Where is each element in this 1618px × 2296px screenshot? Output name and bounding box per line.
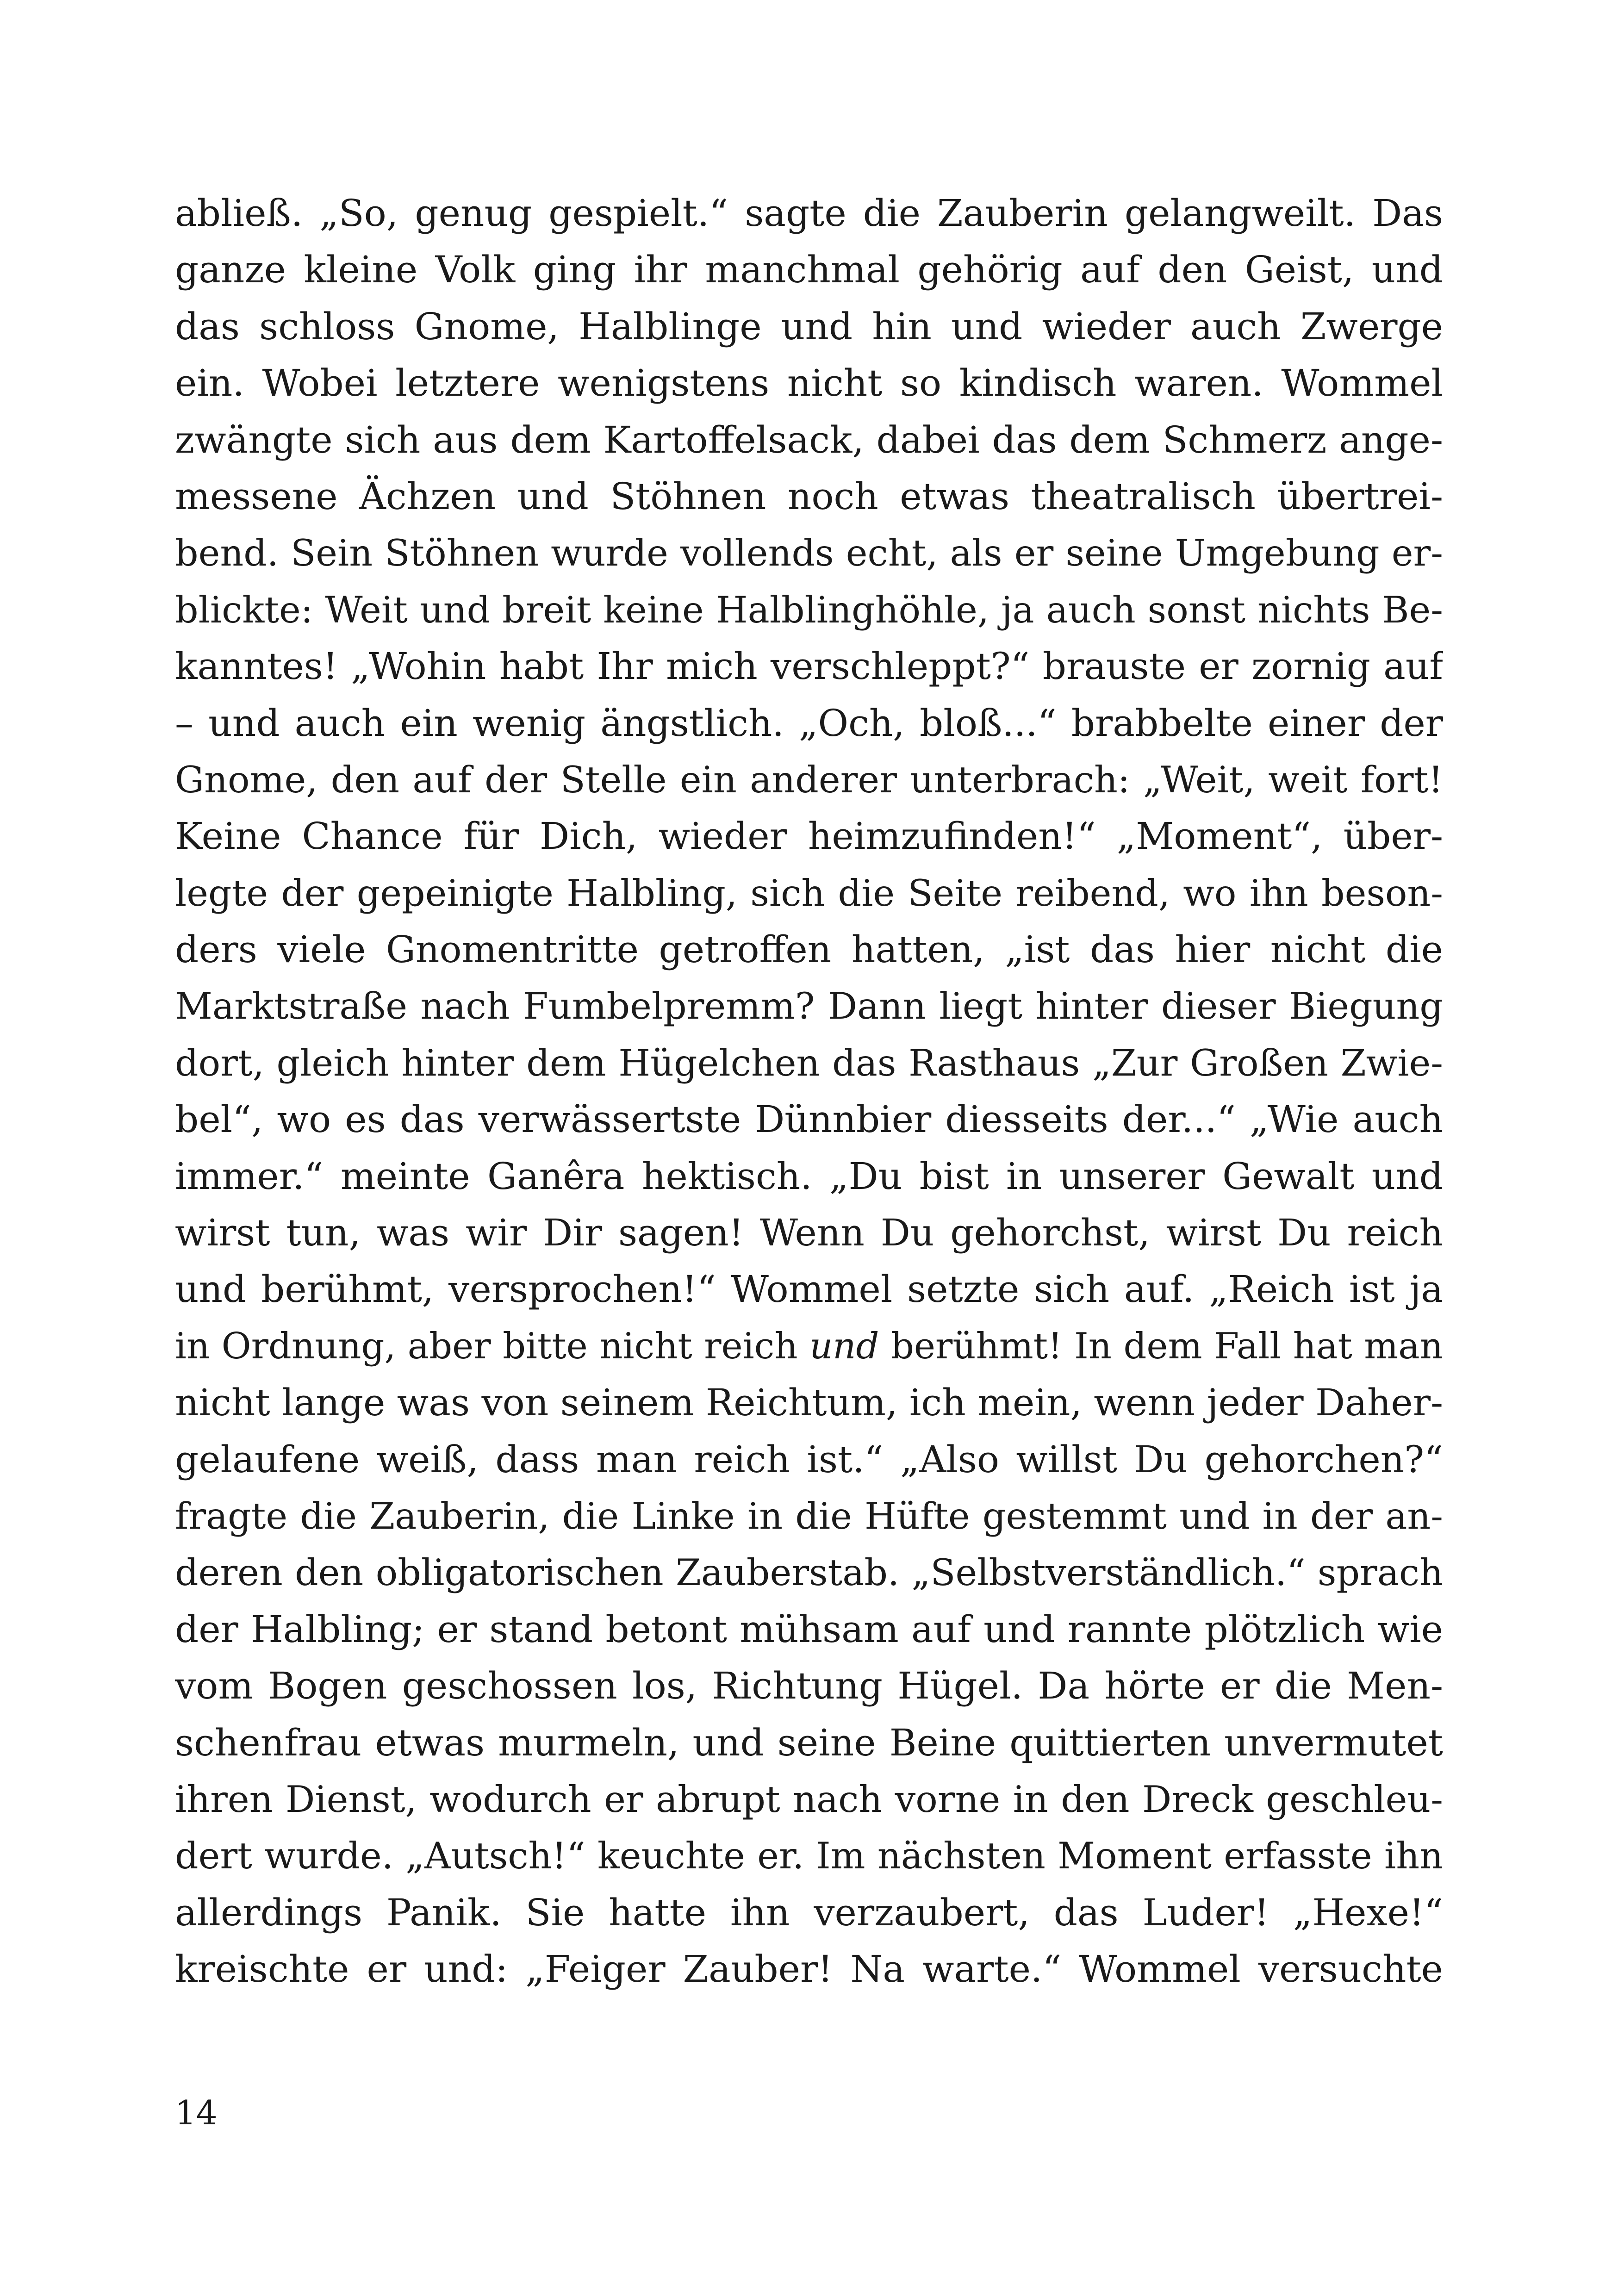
- text-line: allerdings Panik. Sie hatte ihn verzaubert, das Luder! „Hexe!“: [175, 1891, 1443, 1934]
- text-line: Gnome, den auf der Stelle ein anderer unterbrach: „Weit, weit fort!: [175, 758, 1443, 801]
- text-line: schenfrau etwas murmeln, und seine Beine quittierten unvermutet: [175, 1721, 1443, 1764]
- text-line: ein. Wobei letztere wenigstens nicht so kindisch waren. Wommel: [175, 361, 1443, 405]
- text-line: vom Bogen geschossen los, Richtung Hügel. Da hörte er die Men-: [175, 1664, 1443, 1708]
- text-line: und berühmt, versprochen!“ Wommel setzte sich auf. „Reich ist ja: [175, 1268, 1443, 1311]
- page-number: 14: [175, 2093, 218, 2132]
- text-line: kreischte er und: „Feiger Zauber! Na warte.“ Wommel versuchte: [175, 1948, 1443, 1991]
- text-line: legte der gepeinigte Halbling, sich die Seite reibend, wo ihn beson-: [175, 871, 1443, 915]
- text-line: blickte: Weit und breit keine Halblinghöhle, ja auch sonst nichts Be-: [175, 588, 1443, 631]
- text-line: wirst tun, was wir Dir sagen! Wenn Du gehorchst, wirst Du reich: [175, 1211, 1443, 1255]
- text-line: zwängte sich aus dem Kartoffelsack, dabei das dem Schmerz ange-: [175, 418, 1443, 461]
- text-line: dort, gleich hinter dem Hügelchen das Rasthaus „Zur Großen Zwie-: [175, 1041, 1443, 1084]
- text-line: nicht lange was von seinem Reichtum, ich mein, wenn jeder Daher-: [175, 1381, 1443, 1425]
- text-line: bel“, wo es das verwässertste Dünnbier diesseits der...“ „Wie auch: [175, 1098, 1443, 1141]
- text-line: ders viele Gnomentritte getroffen hatten, „ist das hier nicht die: [175, 928, 1443, 971]
- text-line: ihren Dienst, wodurch er abrupt nach vorne in den Dreck geschleu-: [175, 1778, 1443, 1821]
- text-line: immer.“ meinte Ganêra hektisch. „Du bist in unserer Gewalt und: [175, 1154, 1443, 1198]
- text-line: in Ordnung, aber bitte nicht reich und berühmt! In dem Fall hat man: [175, 1325, 1443, 1367]
- text-line: ganze kleine Volk ging ihr manchmal gehörig auf den Geist, und: [175, 248, 1443, 292]
- text-line: das schloss Gnome, Halblinge und hin und wieder auch Zwerge: [175, 305, 1443, 348]
- text-line: dert wurde. „Autsch!“ keuchte er. Im nächsten Moment erfasste ihn: [175, 1835, 1443, 1878]
- text-line: Marktstraße nach Fumbelpremm? Dann liegt hinter dieser Biegung: [175, 985, 1443, 1028]
- text-line: messene Ächzen und Stöhnen noch etwas theatralisch übertrei-: [175, 474, 1443, 518]
- text-line: Keine Chance für Dich, wieder heimzufinden!“ „Moment“, über-: [175, 815, 1443, 858]
- text-line: kanntes! „Wohin habt Ihr mich verschleppt?“ brauste er zornig auf: [175, 645, 1443, 688]
- text-line: fragte die Zauberin, die Linke in die Hüfte gestemmt und in der an-: [175, 1494, 1443, 1537]
- text-line: gelaufene weiß, dass man reich ist.“ „Also willst Du gehorchen?“: [175, 1437, 1443, 1481]
- text-line: abließ. „So, genug gespielt.“ sagte die Zauberin gelangweilt. Das: [175, 192, 1443, 235]
- body-text: [175, 185, 1443, 1998]
- text-line: deren den obligatorischen Zauberstab. „Selbstverständlich.“ sprach: [175, 1551, 1443, 1594]
- text-line: bend. Sein Stöhnen wurde vollends echt, als er seine Umgebung er-: [175, 532, 1443, 575]
- text-line: – und auch ein wenig ängstlich. „Och, bloß...“ brabbelte einer der: [175, 701, 1443, 745]
- text-line: der Halbling; er stand betont mühsam auf und rannte plötzlich wie: [175, 1607, 1443, 1651]
